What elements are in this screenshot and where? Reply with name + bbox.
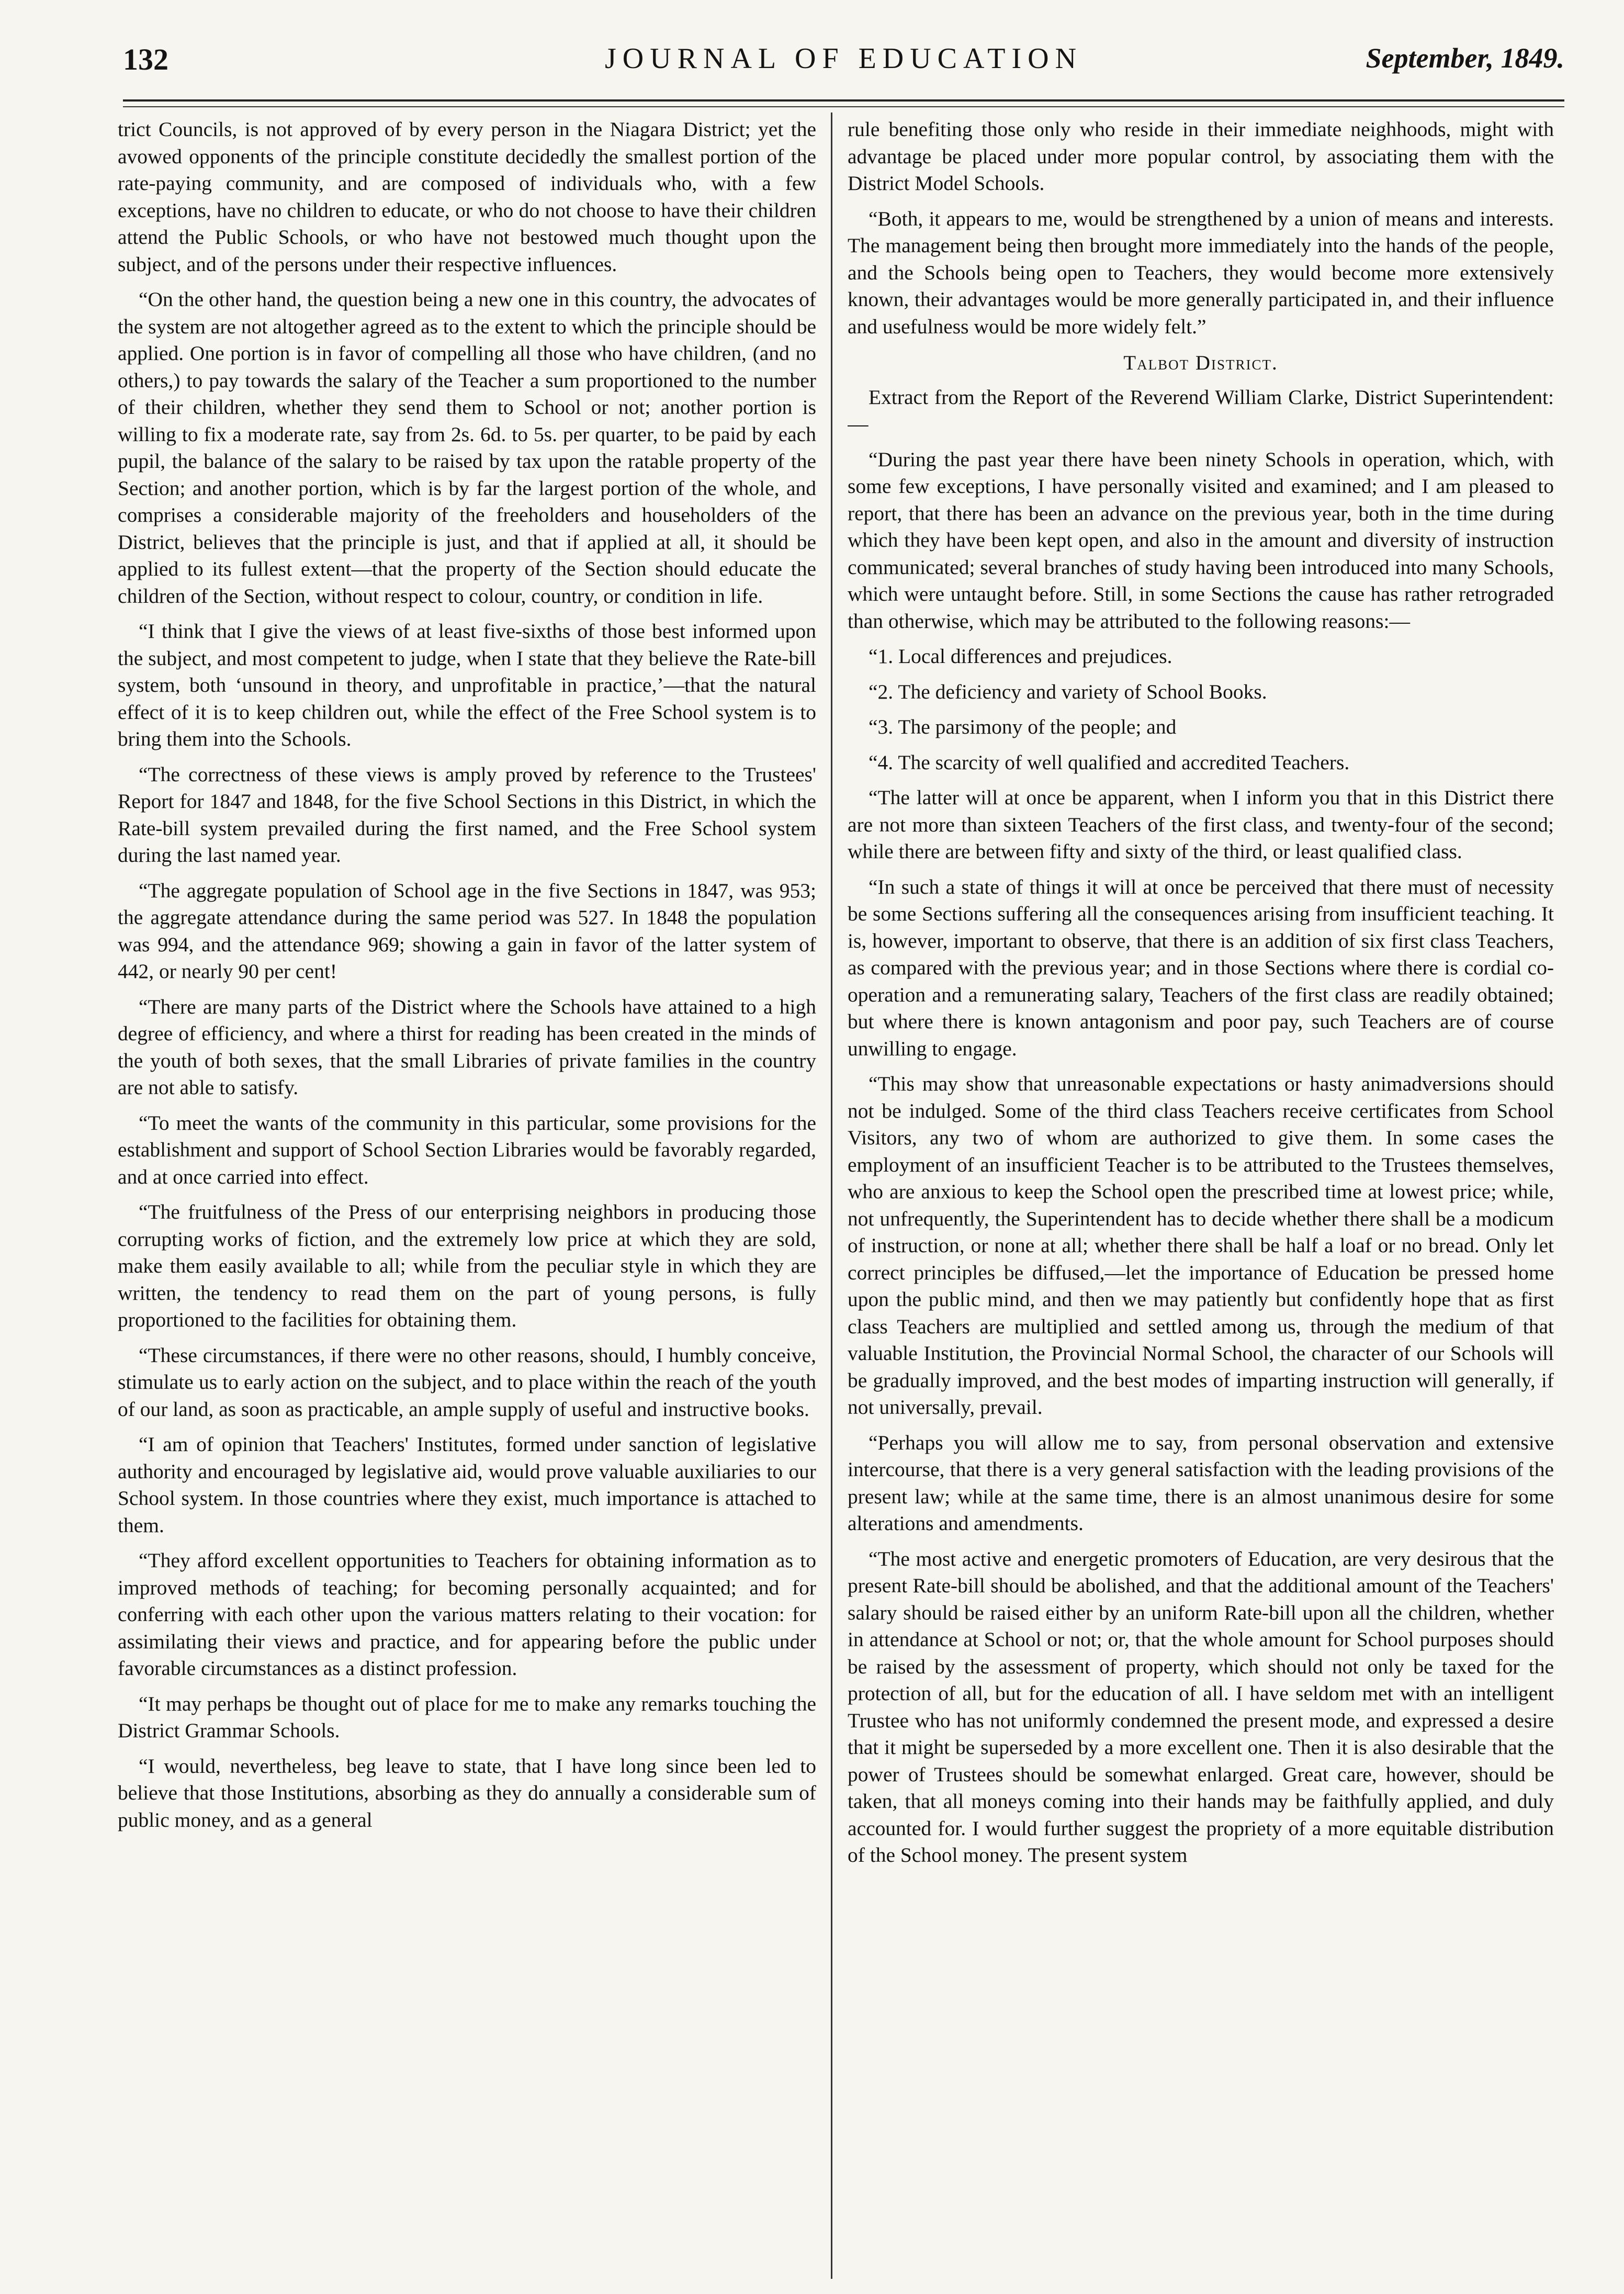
page-number: 132 [123,42,168,76]
paragraph: “During the past year there have been ninety Schools in operation, which, with some few exceptions, I have personally visited and examined; and I am pleased to report, that there has been an advance on the previous year, both in the time during which they have been kept open, and also in the amount and diversity of instruction communicated; several branches of study having been introduced into many Schools, which were untaught before. Still, in some Sections the cause has rather retrograded than otherwise, which may be attributed to the following reasons:— [848,447,1554,633]
paragraph: “Both, it appears to me, would be strengthened by a union of means and interests. The management being then brought more immediately into the hands of the people, and the Schools being open to Teachers, they would become more extensively known, their advantages would be more generally participated in, and their influence and usefulness would be more widely felt.” [848,207,1554,338]
paragraph: “On the other hand, the question being a new one in this country, the advocates of the system are not altogether agreed as to the extent to which the principle should be applied. One portion is in favor of compelling all those who have children, (and no others,) to pay towards the salary of the Teacher a sum proportioned to the number of their children, whether they send them to School or not; another portion is willing to fix a moderate rate, say from 2s. 6d. to 5s. per quarter, to be paid by each pupil, the balance of the salary to be raised by tax upon the ratable property of the Section; and another portion, which is by far the largest portion of the whole, and comprises a considerable majority of the freeholders and householders of the District, believes that the principle is just, and that if applied at all, it should be applied to its fullest extent—that the property of the Section should educate the children of the Section, without respect to colour, country, or condition in life. [118,288,816,608]
paragraph: “I would, nevertheless, beg leave to state, that I have long since been led to believe that those Institutions, absorbing as they do annually a considerable sum of public money, and as a general [118,1754,816,1831]
paragraph: “To meet the wants of the community in this particular, some provisions for the establishment and support of School Section Libraries would be favorably regarded, and at once carried into effect. [118,1111,816,1188]
report-intro: Extract from the Report of the Reverend William Clarke, District Superintendent:— [848,385,1554,435]
paragraph: “I think that I give the views of at least five-sixths of those best informed upon the subject, and most competent to judge, when I state that they believe the Rate-bill system, both ‘unsound in theory, and unprofitable in practice,’—that the natural effect of it is to keep children out, while the effect of the Free School system is to bring them into the Schools. [118,620,816,750]
issue-date: September, 1849. [1366,42,1564,74]
paragraph: “They afford excellent opportunities to Teachers for obtaining information as to improved methods of teaching; for becoming personally acquainted; and for conferring with each other upon the various matters relating to their vocation: for assimilating their views and practice, and for appearing before the public under favorable circumstances as a distinct profession. [118,1549,816,1680]
header-rule-thin [123,106,1564,107]
paragraph: trict Councils, is not approved of by every person in the Niagara District; yet the avowed opponents of the principle constitute decidedly the smallest portion of the rate-paying community, and are composed of individuals who, with a few exceptions, have no children to educate, or who do not choose to have their children attend the Public Schools, or who have not bestowed much thought upon the subject, and of the persons under their respective influences. [118,118,816,276]
paragraph: “The correctness of these views is amply proved by reference to the Trustees' Report for 1847 and 1848, for the five School Sections in this District, in which the Rate-bill system prevailed during the first named, and the Free School system during the last named year. [118,762,816,867]
right-column [848,116,1554,2277]
paragraph: rule benefiting those only who reside in their immediate neighhoods, might with advantage be placed under more popular control, by associating them with the District Model Schools. [848,118,1554,195]
paragraph: “Perhaps you will allow me to say, from personal observation and extensive intercourse, that there is a very general satisfaction with the leading provisions of the present law; while at the same time, there is an almost unanimous desire for some alterations and amendments. [848,1431,1554,1535]
paragraph: “The aggregate population of School age in the five Sections in 1847, was 953; the aggregate attendance during the same period was 527. In 1848 the population was 994, and the attendance 969; showing a gain in favor of the latter system of 442, or nearly 90 per cent! [118,879,816,983]
journal-title: JOURNAL OF EDUCATION [604,42,1083,75]
reason-item: “4. The scarcity of well qualified and accredited Teachers. [869,750,1350,774]
paragraph: “The latter will at once be apparent, when I inform you that in this District there are not more than sixteen Teachers of the first class, and twenty-four of the second; while there are between fifty and sixty of the third, or least qualified class. [848,786,1554,863]
paragraph: “There are many parts of the District where the Schools have attained to a high degree of efficiency, and where a thirst for reading has been created in the minds of the youth of both sexes, that the small Libraries of private families in the country are not able to satisfy. [118,995,816,1099]
column-divider [831,113,832,2279]
paragraph: “It may perhaps be thought out of place for me to make any remarks touching the District Grammar Schools. [118,1692,816,1742]
paragraph: “The most active and energetic promoters of Education, are very desirous that the present Rate-bill should be abolished, and that the additional amount of the Teachers' salary should be raised either by an uniform Rate-bill upon all the children, whether in attendance at School or not; or, that the whole amount for School purposes should be raised by the assessment of property, which should not only be taxed for the protection of all, but for the education of all. I have seldom met with an intelligent Trustee who has not uniformly condemned the present mode, and expressed a desire that it might be superseded by a more excellent one. Then it is also desirable that the power of Trustees should be somewhat enlarged. Great care, however, should be taken, that all moneys coming into their hands may be faithfully applied, and duly accounted for. I would further suggest the propriety of a more equitable distribution of the School money. The present system [848,1547,1554,1866]
paragraph: “This may show that unreasonable expectations or hasty animadversions should not be indulged. Some of the third class Teachers receive certificates from School Visitors, any two of whom are authorized to give them. In some cases the employment of an insufficient Teacher is to be attributed to the Trustees themselves, who are anxious to keep the School open the prescribed time at lowest price; while, not unfrequently, the Superintendent has to decide whether there shall be a modicum of instruction, or none at all; whether there shall be half a loaf or no bread. Only let correct principles be diffused,—let the importance of Education be pressed home upon the public mind, and then we may patiently but confidently hope that as first class Teachers are multiplied and settled among us, through the medium of that valuable Institution, the Provincial Normal School, the character of our Schools will be gradually improved, and the best modes of imparting instruction will generally, if not universally, prevail. [848,1072,1554,1419]
section-heading: Talbot District. [1123,352,1278,374]
paragraph: “The fruitfulness of the Press of our enterprising neighbors in producing those corrupting works of fiction, and the extremely low price at which they are sold, make them easily available to all; while from the peculiar style in which they are written, the tendency to read them on the part of young persons, is fully proportioned to the facilities for obtaining them. [118,1200,816,1331]
paragraph: “I am of opinion that Teachers' Institutes, formed under sanction of legislative authority and encouraged by legislative aid, would prove valuable auxiliaries to our School system. In those countries where they exist, much importance is attached to them. [118,1433,816,1537]
reason-item: “2. The deficiency and variety of School Books. [869,680,1267,703]
header-rule-thick [123,99,1564,102]
reason-item: “3. The parsimony of the people; and [869,715,1177,738]
reason-item: “1. Local differences and prejudices. [869,645,1172,668]
page-header [123,37,1564,84]
left-column [118,116,816,2277]
paragraph: “These circumstances, if there were no other reasons, should, I humbly conceive, stimulate us to early action on the subject, and to place within the reach of the youth of our land, as soon as practicable, an ample supply of useful and instructive books. [118,1343,816,1421]
paragraph: “In such a state of things it will at once be perceived that there must of necessity be some Sections suffering all the consequences arising from insufficient teaching. It is, however, important to observe, that there is an addition of six first class Teachers, as compared with the previous year; and in those Sections where there is cordial co-operation and a remunerating salary, Teachers of the first class are readily obtained; but where there is known antagonism and poor pay, such Teachers are of course unwilling to engage. [848,875,1554,1060]
